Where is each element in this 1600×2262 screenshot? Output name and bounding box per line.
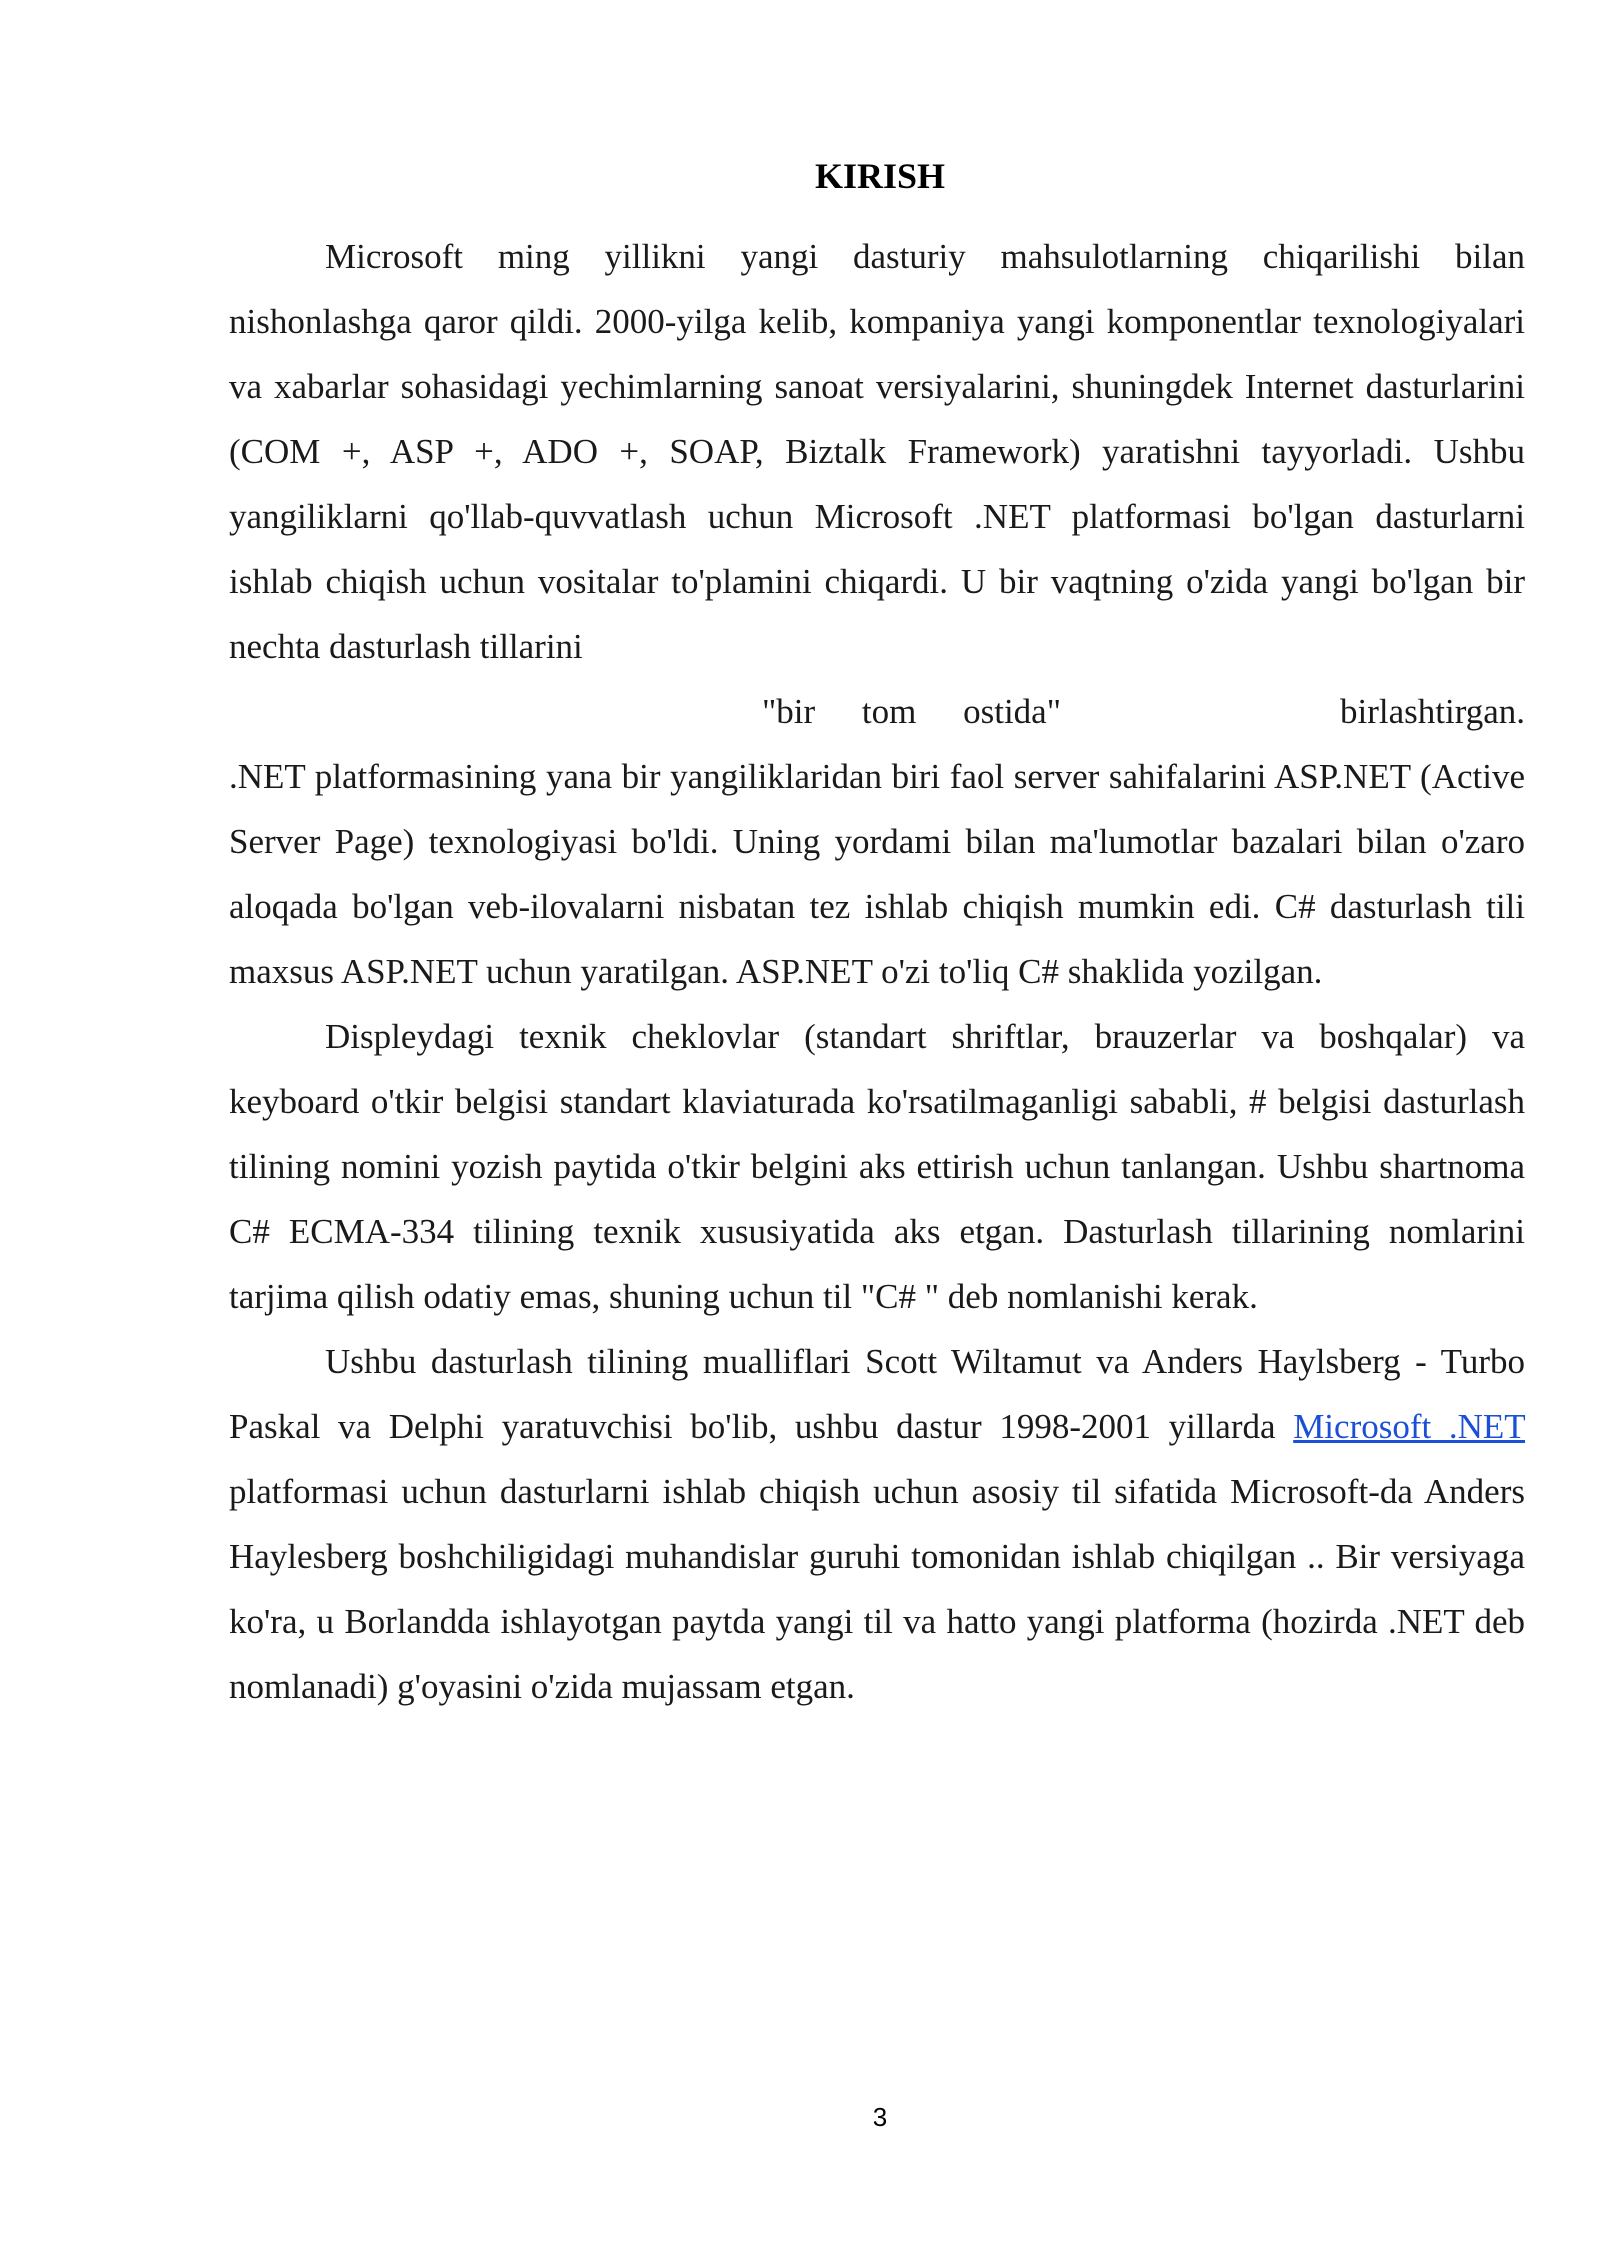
paragraph-intro-spread-line — [229, 679, 1525, 744]
paragraph-aspnet-text: .NET platformasining yana bir yangiliklaridan biri faol server sahifalarini ASP.NET (Active Server Page) texnologiyasi bo'ldi. Uning yordami bilan ma'lumotlar bazalari bilan o'zaro aloqada bo'lgan veb-ilovalarni nisbatan tez ishlab chiqish mumkin edi. C# dasturlash tili maxsus ASP.NET uchun yaratilgan. ASP.NET o'zi to'liq C# shaklida yozilgan. — [229, 757, 1525, 991]
paragraph-display-limitations — [229, 1004, 1525, 1329]
paragraph-intro-text: Microsoft ming yillikni yangi dasturiy mahsulotlarning chiqarilishi bilan nishonlashga qaror qildi. 2000-yilga kelib, kompaniya yangi komponentlar texnologiyalari va xabarlar sohasidagi yechimlarning sanoat versiyalarini, shuningdek Internet dasturlarini (COM +, ASP +, ADO +, SOAP, Biztalk Framework) yaratishni tayyorladi. Ushbu yangiliklarni qo'llab-quvvatlash uchun Microsoft .NET platformasi bo'lgan dasturlarni ishlab chiqish uchun vositalar to'plamini chiqardi. U bir vaqtning o'zida yangi bo'lgan bir nechta dasturlash tillarini — [229, 237, 1525, 666]
paragraph-intro — [229, 224, 1525, 679]
paragraph-authors-text-before: Ushbu dasturlash tilining mualliflari Scott Wiltamut va Anders Haylsberg - Turbo Paskal va Delphi yaratuvchisi bo'lib, ushbu dastur 1998-2001 yillarda — [229, 1342, 1525, 1446]
spread-end-text: birlashtirgan. — [1339, 692, 1525, 731]
page-number: 3 — [872, 2102, 888, 2132]
spread-quote-text: "bir tom ostida" — [762, 692, 1062, 731]
paragraph-display-limitations-text: Displeydagi texnik cheklovlar (standart shriftlar, brauzerlar va boshqalar) va keyboard o'tkir belgisi standart klaviaturada ko'rsatilmaganligi sababli, # belgisi dasturlash tilining nomini yozish paytida o'tkir belgini aks ettirish uchun tanlangan. Ushbu shartnoma C# ECMA-334 tilining texnik xususiyatida aks etgan. Dasturlash tillarining nomlarini tarjima qilish odatiy emas, shuning uchun til "C# " deb nomlanishi kerak. — [229, 1017, 1525, 1316]
microsoft-net-link[interactable]: Microsoft .NET — [1293, 1407, 1526, 1446]
paragraph-aspnet — [229, 744, 1525, 1004]
paragraph-authors-text-after: platformasi uchun dasturlarni ishlab chiqish uchun asosiy til sifatida Microsoft-da Anders Haylesberg boshchiligidagi muhandislar guruhi tomonidan ishlab chiqilgan .. Bir versiyaga ko'ra, u Borlandda ishlayotgan paytda yangi til va hatto yangi platforma (hozirda .NET deb nomlanadi) g'oyasini o'zida mujassam etgan. — [229, 1472, 1525, 1706]
page-title: KIRISH — [814, 156, 946, 196]
document-body — [229, 224, 1525, 1719]
paragraph-authors — [229, 1329, 1525, 1719]
